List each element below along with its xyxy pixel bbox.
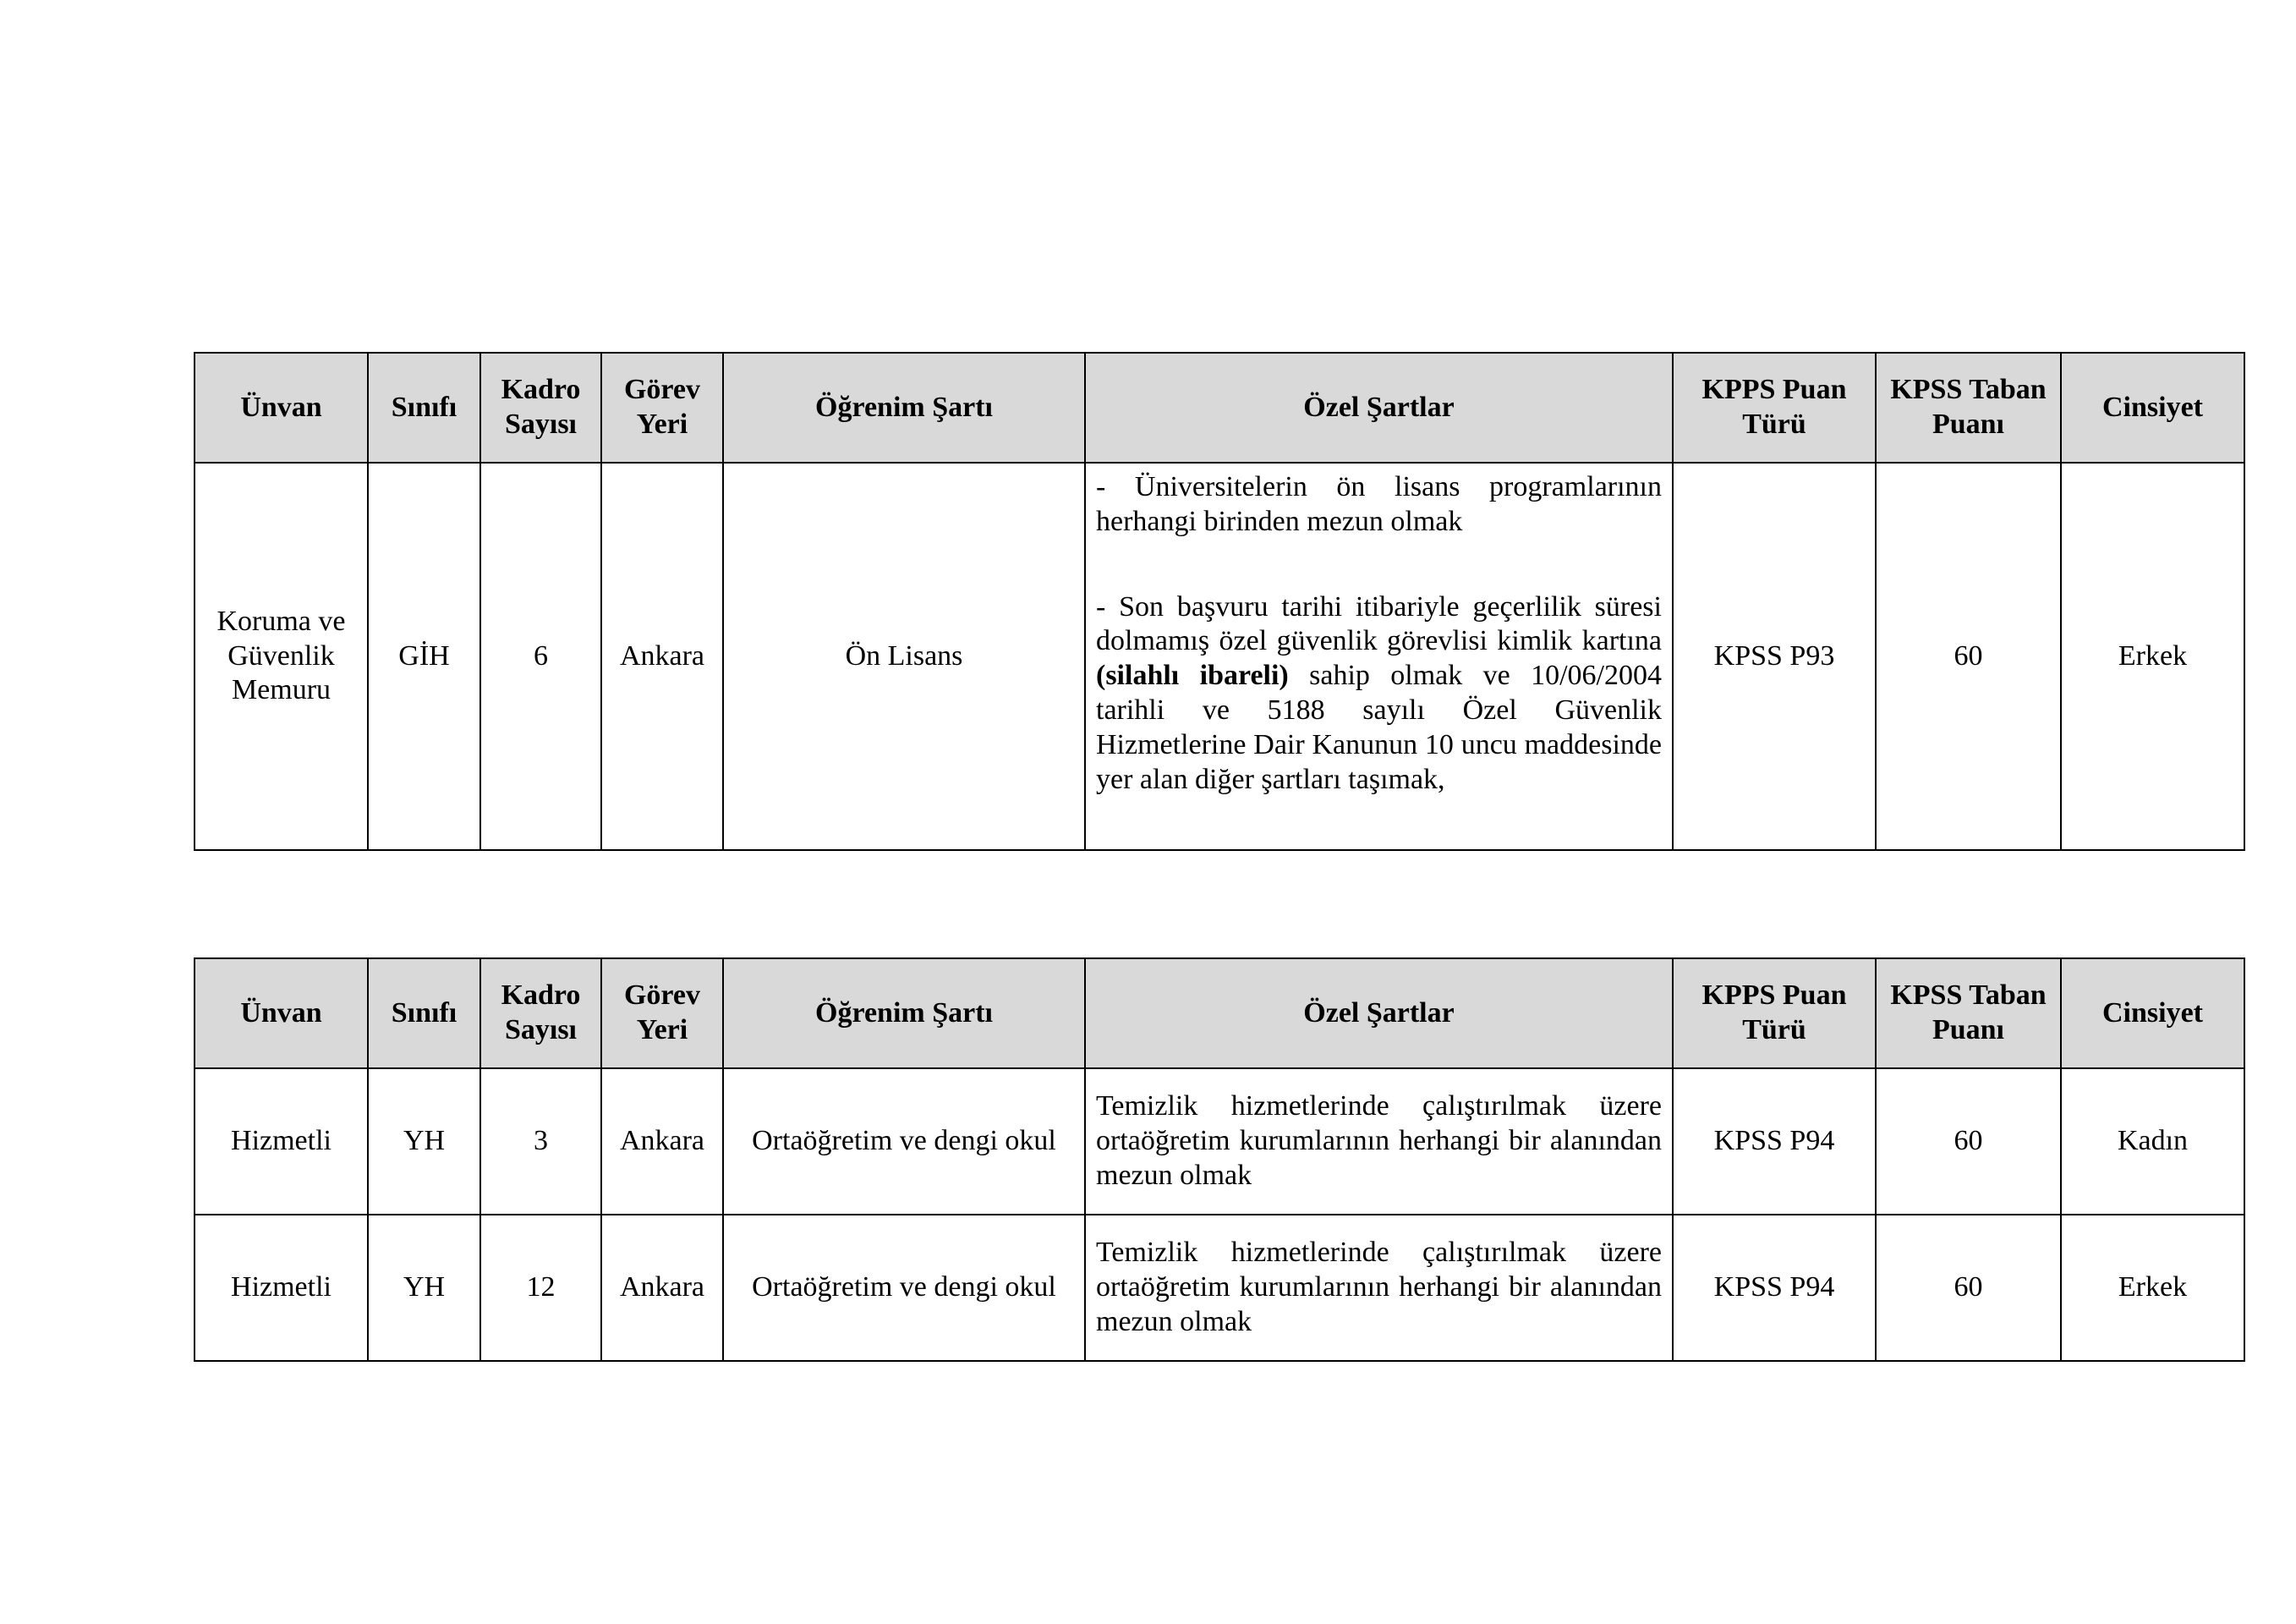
special-condition-2 [1096, 590, 1662, 798]
cell-cinsiyet: Erkek [2061, 1215, 2244, 1361]
header-gorev-yeri: Görev Yeri [601, 353, 723, 463]
cell-ozel-sartlar: Temizlik hizmetlerinde çalıştırılmak üzere ortaöğretim kurumlarının herhangi bir alanından mezun olmak [1085, 1068, 1673, 1215]
position-table-hizmetli [194, 957, 2245, 1362]
table-row [195, 1215, 2244, 1361]
header-unvan: Ünvan [195, 353, 368, 463]
table-row [195, 463, 2244, 850]
cell-gorev-yeri: Ankara [601, 1215, 723, 1361]
header-sinifi: Sınıfı [368, 353, 480, 463]
cell-kpss-taban-puani: 60 [1876, 1068, 2061, 1215]
cell-ogrenim-sarti: Ön Lisans [723, 463, 1085, 850]
header-kpps-puan-turu: KPPS Puan Türü [1673, 958, 1876, 1068]
special-condition-2-text-b: sahip olmak ve 10/06/2004 tarihli ve 5188 sayılı Özel Güvenlik Hizmetlerine Dair Kanunun 10 uncu maddesinde yer alan diğer şartları taşımak, [1096, 660, 1662, 795]
cell-gorev-yeri: Ankara [601, 1068, 723, 1215]
cell-kadro-sayisi: 12 [480, 1215, 601, 1361]
position-table-security [194, 352, 2245, 851]
header-ogrenim-sarti: Öğrenim Şartı [723, 958, 1085, 1068]
header-ozel-sartlar: Özel Şartlar [1085, 353, 1673, 463]
header-cinsiyet: Cinsiyet [2061, 958, 2244, 1068]
cell-cinsiyet: Erkek [2061, 463, 2244, 850]
cell-gorev-yeri: Ankara [601, 463, 723, 850]
header-kadro-sayisi: Kadro Sayısı [480, 958, 601, 1068]
cell-kadro-sayisi: 3 [480, 1068, 601, 1215]
cell-cinsiyet: Kadın [2061, 1068, 2244, 1215]
cell-unvan: Hizmetli [195, 1068, 368, 1215]
cell-kpss-taban-puani: 60 [1876, 463, 2061, 850]
table-header-row [195, 958, 2244, 1068]
header-sinifi: Sınıfı [368, 958, 480, 1068]
header-kpss-taban-puani: KPSS Taban Puanı [1876, 353, 2061, 463]
special-condition-2-text-a: - Son başvuru tarihi itibariyle geçerlilik süresi dolmamış özel güvenlik görevlisi kimlik kartına [1096, 590, 1662, 657]
cell-ogrenim-sarti: Ortaöğretim ve dengi okul [723, 1068, 1085, 1215]
table-header-row [195, 353, 2244, 463]
cell-ogrenim-sarti: Ortaöğretim ve dengi okul [723, 1215, 1085, 1361]
header-kadro-sayisi: Kadro Sayısı [480, 353, 601, 463]
cell-kpps-puan-turu: KPSS P94 [1673, 1068, 1876, 1215]
cell-unvan: Koruma ve Güvenlik Memuru [195, 463, 368, 850]
cell-ozel-sartlar: Temizlik hizmetlerinde çalıştırılmak üzere ortaöğretim kurumlarının herhangi bir alanından mezun olmak [1085, 1215, 1673, 1361]
cell-kpss-taban-puani: 60 [1876, 1215, 2061, 1361]
header-ozel-sartlar: Özel Şartlar [1085, 958, 1673, 1068]
cell-sinifi: YH [368, 1215, 480, 1361]
cell-ozel-sartlar [1085, 463, 1673, 850]
cell-unvan: Hizmetli [195, 1215, 368, 1361]
header-gorev-yeri: Görev Yeri [601, 958, 723, 1068]
cell-kpps-puan-turu: KPSS P93 [1673, 463, 1876, 850]
cell-kpps-puan-turu: KPSS P94 [1673, 1215, 1876, 1361]
special-condition-2-bold: (silahlı ibareli) [1096, 660, 1289, 692]
cell-kadro-sayisi: 6 [480, 463, 601, 850]
header-ogrenim-sarti: Öğrenim Şartı [723, 353, 1085, 463]
cell-sinifi: YH [368, 1068, 480, 1215]
header-unvan: Ünvan [195, 958, 368, 1068]
header-cinsiyet: Cinsiyet [2061, 353, 2244, 463]
cell-sinifi: GİH [368, 463, 480, 850]
table-row [195, 1068, 2244, 1215]
header-kpps-puan-turu: KPPS Puan Türü [1673, 353, 1876, 463]
header-kpss-taban-puani: KPSS Taban Puanı [1876, 958, 2061, 1068]
special-condition-1: - Üniversitelerin ön lisans programlarının herhangi birinden mezun olmak [1096, 471, 1662, 537]
